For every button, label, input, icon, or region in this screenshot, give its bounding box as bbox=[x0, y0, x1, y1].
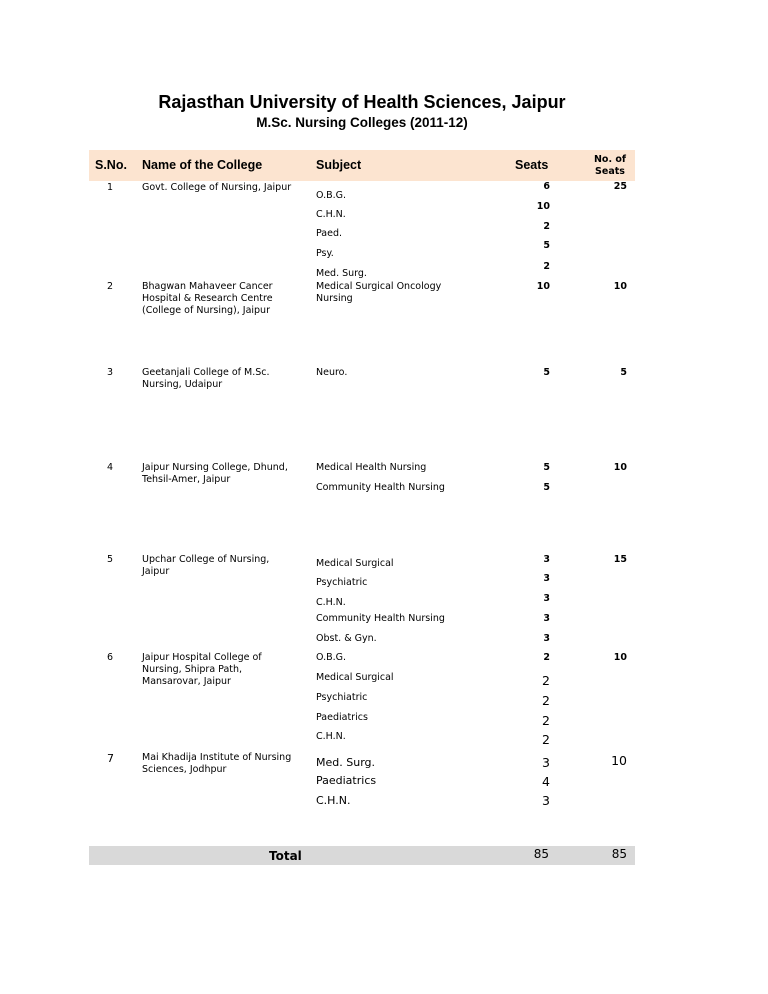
row-college-name: Govt. College of Nursing, Jaipur bbox=[142, 182, 292, 193]
row-sno: 1 bbox=[107, 182, 114, 193]
row-sno: 3 bbox=[107, 367, 114, 378]
row-college-name: Bhagwan Mahaveer Cancer Hospital & Research Centre (College of Nursing), Jaipur bbox=[142, 281, 273, 316]
seats-cell: 5 bbox=[543, 482, 550, 493]
seats-cell: 2 bbox=[543, 221, 550, 232]
seats-cell: 3 bbox=[542, 793, 550, 808]
seats-cell: 3 bbox=[543, 633, 550, 644]
seats-cell: 3 bbox=[542, 755, 550, 770]
row-sno: 2 bbox=[107, 281, 114, 292]
row-college-name: Geetanjali College of M.Sc. Nursing, Udaipur bbox=[142, 367, 270, 390]
subject-cell: Medical Surgical bbox=[316, 558, 394, 569]
subject-cell: C.H.N. bbox=[316, 209, 346, 220]
subject-cell: Psychiatric bbox=[316, 577, 368, 588]
row-sno: 7 bbox=[107, 752, 114, 765]
seats-cell: 10 bbox=[536, 281, 550, 292]
subject-cell: Community Health Nursing bbox=[316, 613, 445, 624]
subject-cell: Paediatrics bbox=[316, 774, 377, 787]
subject-cell: Medical Surgical Oncology Nursing bbox=[316, 281, 442, 304]
seats-cell: 10 bbox=[536, 201, 550, 212]
subject-cell: Obst. & Gyn. bbox=[316, 633, 377, 644]
row-sno: 4 bbox=[107, 462, 114, 473]
total-no-of-seats: 85 bbox=[611, 847, 627, 861]
seats-cell: 3 bbox=[543, 613, 550, 624]
header-college-name: Name of the College bbox=[142, 158, 263, 172]
document-subtitle: M.Sc. Nursing Colleges (2011-12) bbox=[256, 115, 468, 130]
subject-cell: C.H.N. bbox=[316, 597, 346, 608]
subject-cell: Paediatrics bbox=[316, 712, 368, 723]
row-college-name: Jaipur Nursing College, Dhund, Tehsil-Amer, Jaipur bbox=[142, 462, 288, 485]
seats-cell: 5 bbox=[543, 240, 550, 251]
seats-cell: 3 bbox=[543, 554, 550, 565]
seats-cell: 2 bbox=[543, 652, 550, 663]
row-total-seats: 10 bbox=[613, 462, 627, 473]
document-title: Rajasthan University of Health Sciences, Jaipur bbox=[158, 92, 566, 112]
header-seats: Seats bbox=[515, 158, 549, 172]
row-total-seats: 10 bbox=[613, 652, 627, 663]
seats-cell: 5 bbox=[543, 462, 550, 473]
subject-cell: Medical Health Nursing bbox=[316, 462, 427, 473]
subject-cell: Medical Surgical bbox=[316, 672, 394, 683]
seats-cell: 2 bbox=[542, 673, 550, 688]
seats-cell: 6 bbox=[543, 181, 550, 192]
row-total-seats: 5 bbox=[620, 367, 627, 378]
subject-cell: O.B.G. bbox=[316, 652, 347, 663]
row-total-seats: 10 bbox=[613, 281, 627, 292]
total-label: Total bbox=[269, 849, 302, 863]
seats-cell: 4 bbox=[542, 774, 550, 789]
subject-cell: C.H.N. bbox=[316, 731, 346, 742]
subject-cell: Med. Surg. bbox=[316, 268, 367, 279]
subject-cell: O.B.G. bbox=[316, 190, 347, 201]
total-seats: 85 bbox=[533, 847, 549, 861]
subject-cell: Community Health Nursing bbox=[316, 482, 445, 493]
row-total-seats: 10 bbox=[611, 753, 627, 768]
subject-cell: Paed. bbox=[316, 228, 343, 239]
seats-cell: 3 bbox=[543, 593, 550, 604]
subject-cell: Psychiatric bbox=[316, 692, 368, 703]
row-college-name: Upchar College of Nursing, Jaipur bbox=[142, 554, 270, 577]
total-band bbox=[89, 846, 635, 865]
seats-cell: 2 bbox=[542, 693, 550, 708]
seats-cell: 2 bbox=[542, 732, 550, 747]
seats-cell: 3 bbox=[543, 573, 550, 584]
row-college-name: Mai Khadija Institute of Nursing Sciences, Jodhpur bbox=[142, 752, 292, 775]
seats-cell: 5 bbox=[543, 367, 550, 378]
header-sno: S.No. bbox=[95, 158, 127, 172]
seats-cell: 2 bbox=[542, 713, 550, 728]
subject-cell: Med. Surg. bbox=[316, 756, 375, 769]
row-total-seats: 15 bbox=[613, 554, 627, 565]
row-total-seats: 25 bbox=[613, 181, 627, 192]
row-college-name: Jaipur Hospital College of Nursing, Shipra Path, Mansarovar, Jaipur bbox=[142, 652, 262, 687]
subject-cell: Psy. bbox=[316, 248, 334, 259]
subject-cell: C.H.N. bbox=[316, 794, 351, 807]
row-sno: 6 bbox=[107, 652, 114, 663]
row-sno: 5 bbox=[107, 554, 114, 565]
header-subject: Subject bbox=[316, 158, 362, 172]
seats-cell: 2 bbox=[543, 261, 550, 272]
header-total-seats: No. of Seats bbox=[593, 154, 627, 177]
subject-cell: Neuro. bbox=[316, 367, 348, 378]
